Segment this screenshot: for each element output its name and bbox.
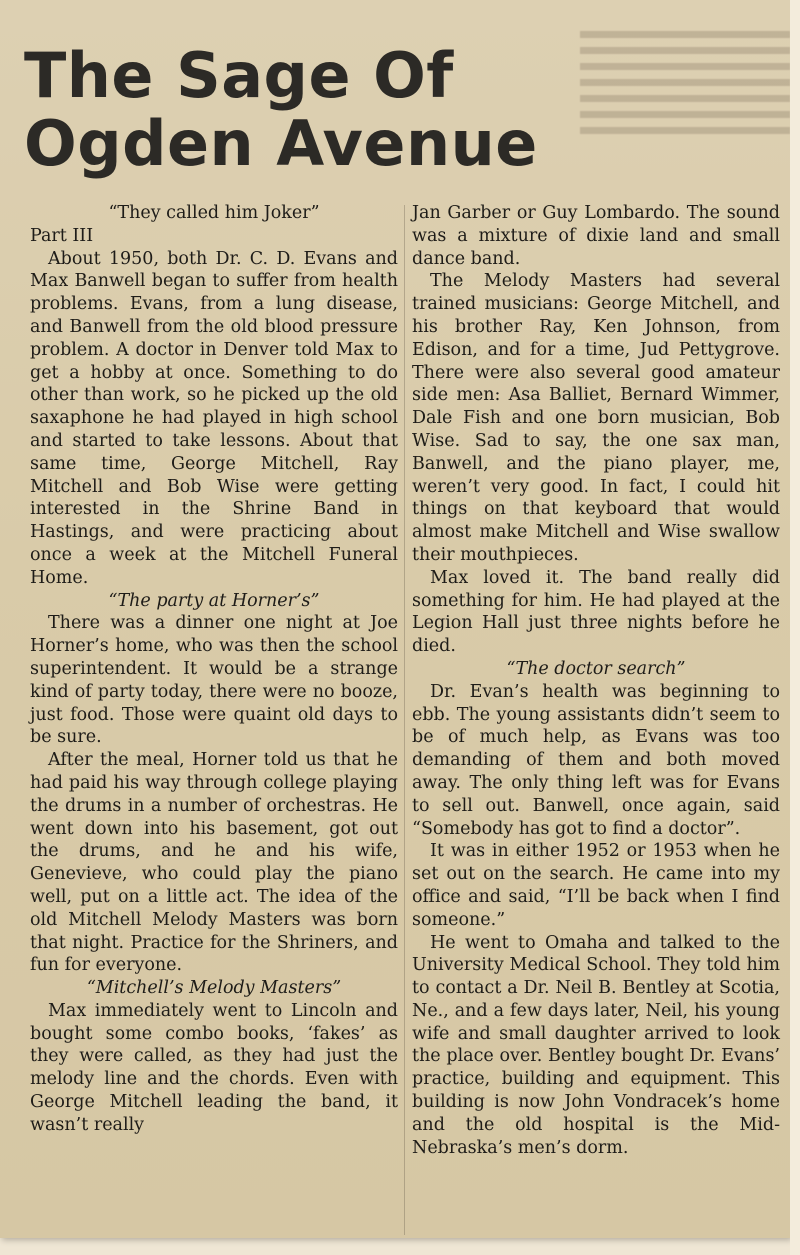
headline-line-1: The Sage Of — [24, 39, 454, 112]
paragraph: About 1950, both Dr. C. D. Evans and Max Banwell began to suffer from health problems. Evans, from a lung disease, and Banwell from the old blood pressure problem. A doctor in Denver told Max to get a hobby at once. Something to do other than work, so he picked up the old saxaphone he had played in high school and started to take lessons. About that same time, George Mitchell, Ray Mitchell and Bob Wise were getting interested in the Shrine Band in Hastings, and were practicing about once a week at the Mitchell Funeral Home. — [30, 248, 398, 588]
right-column — [412, 202, 780, 1159]
paragraph: Max immediately went to Lincoln and bought some combo books, ‘fakes’ as they were called, as they had just the melody line and the chords. Even with George Mitchell leading the band, it wasn’t really — [30, 1000, 398, 1135]
paragraph: After the meal, Horner told us that he had paid his way through college playing the drums in a number of orchestras. He went down into his basement, got out the drums, and he and his wife, Genevieve, who could play the piano well, put on a little act. The idea of the old Mitchell Melody Masters was born that night. Practice for the Shriners, and fun for everyone. — [30, 750, 398, 976]
series-subheading: “They called him Joker” — [108, 203, 320, 223]
paragraph: Part III — [30, 225, 94, 246]
paragraph: He went to Omaha and talked to the University Medical School. They told him to contact a Dr. Neil B. Bentley at Scotia, Ne., and a few days later, Neil, his young wife and small daughter arrived to look the place over. Bentley bought Dr. Evans’ practice, building and equipment. This building is now John Vondracek’s home and the old hospital is the Mid-Nebraska’s men’s dorm. — [412, 932, 780, 1158]
section-subheading: “The party at Horner’s” — [108, 590, 320, 611]
column-divider — [404, 205, 405, 1235]
left-column — [30, 202, 398, 1137]
background-edge — [790, 0, 800, 1255]
paragraph: Max loved it. The band really did something for him. He had played at the Legion Hall just three nights before he died. — [412, 567, 780, 657]
section-subheading: “Mitchell’s Melody Masters” — [86, 978, 342, 999]
headline-line-2: Ogden Avenue — [24, 107, 538, 180]
paragraph: Jan Garber or Guy Lombardo. The sound was a mixture of dixie land and small dance band. — [412, 203, 780, 269]
paragraph: It was in either 1952 or 1953 when he set out on the search. He came into my office and said, “I’ll be back when I find someone.” — [412, 841, 780, 930]
section-subheading: “The doctor search” — [506, 658, 686, 679]
paragraph: There was a dinner one night at Joe Horner’s home, who was then the school superintendent. It would be a strange kind of party today, there were no booze, just food. Those were quaint old days to be sure. — [30, 613, 398, 748]
article-headline — [24, 39, 538, 180]
paragraph: Dr. Evan’s health was beginning to ebb. The young assistants didn’t seem to be of much help, as Evans was too demanding of them and both moved away. The only thing left was for Evans to sell out. Banwell, once again, said “Somebody has got to find a doctor”. — [412, 681, 780, 839]
paragraph: The Melody Masters had several trained musicians: George Mitchell, and his brother Ray, Ken Johnson, from Edison, and for a time, Jud Pettygrove. There were also several good amateur side men: Asa Balliet, Bernard Wimmer, Dale Fish and one born musician, Bob Wise. Sad to say, the one sax man, Banwell, and the piano player, me, weren’t very good. In fact, I could hit things on that keyboard that would almost make Mitchell and Wise swallow their mouthpieces. — [412, 271, 780, 565]
adjacent-article-bleed — [580, 22, 790, 192]
